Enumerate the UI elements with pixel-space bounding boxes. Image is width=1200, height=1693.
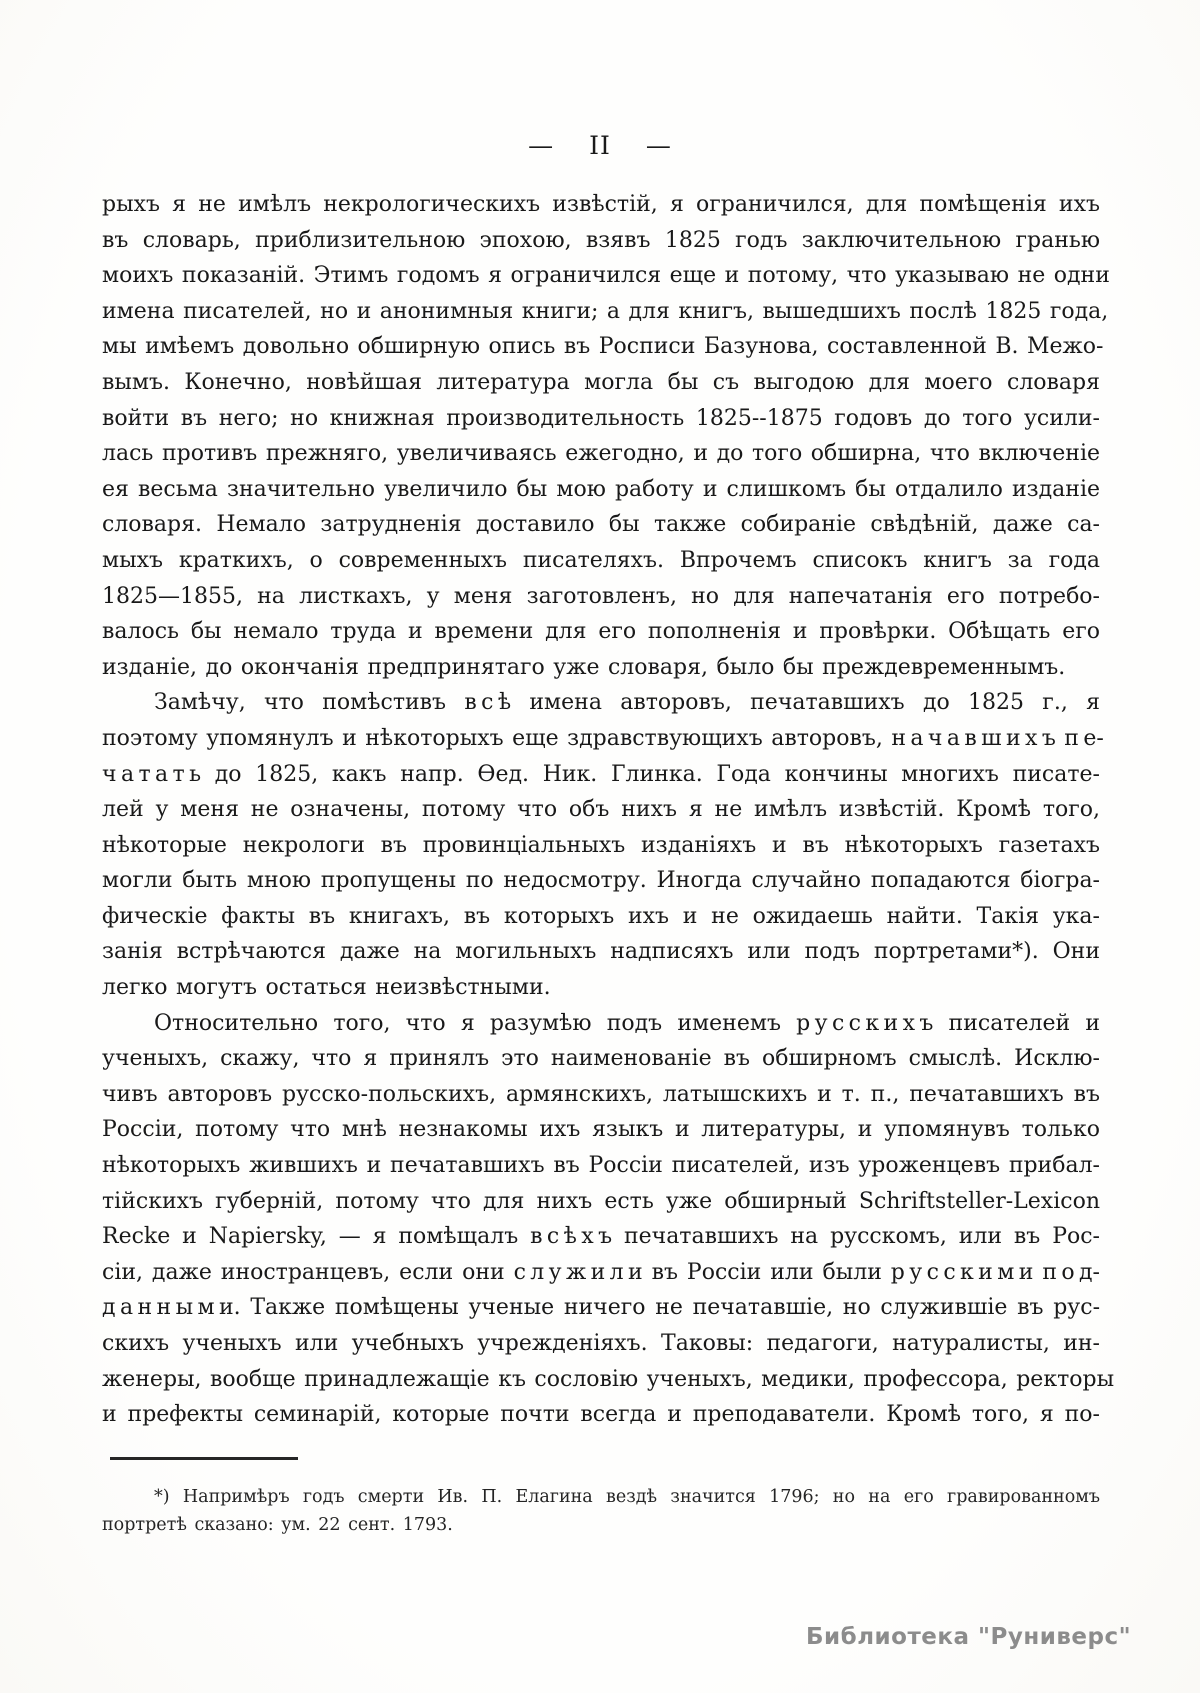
text-line: могли быть мною пропущены по недосмотру. Иногда случайно попадаются біогра-	[102, 868, 1100, 894]
text-line: лей у меня не означены, потому что объ нихъ я не имѣлъ извѣстій. Кромѣ того,	[102, 797, 1100, 823]
text-line: рыхъ я не имѣлъ некрологическихъ извѣстій, я ограничился, для помѣщенія ихъ	[102, 192, 1100, 217]
text-line: нѣкоторыхъ жившихъ и печатавшихъ въ Россіи писателей, изъ уроженцевъ прибал-	[102, 1153, 1100, 1179]
footnote-line: *) Напримѣръ годъ смерти Ив. П. Елагина вездѣ значится 1796; но на его гравированномъ	[154, 1487, 1100, 1507]
text-line: д а н н ы м и. Также помѣщены ученые ничего не печатавшіе, но служившіе въ рус-	[102, 1295, 1100, 1321]
text-line: тійскихъ губерній, потому что для нихъ есть уже обширный Schriftsteller-Lexicon	[102, 1188, 1100, 1214]
text-line: легко могутъ остаться неизвѣстными.	[102, 975, 551, 1001]
text-line: изданіе, до окончанія предпринятаго уже словаря, было бы преждевременнымъ.	[102, 654, 1066, 680]
text-line: фическіе факты въ книгахъ, въ которыхъ ихъ и не ожидаешь найти. Такія ука-	[102, 903, 1100, 929]
text-line: моихъ показаній. Этимъ годомъ я ограничился еще и потому, что указываю не одни	[102, 263, 1110, 289]
paragraph	[102, 685, 1104, 1005]
text-line: 1825—1855, на листкахъ, у меня заготовленъ, но для напечатанія его потребо-	[102, 583, 1100, 609]
text-line: словаря. Немало затрудненія доставило бы также собираніе свѣдѣній, даже са-	[102, 512, 1100, 538]
text-line: войти въ него; но книжная производительность 1825--1875 годовъ до того усили-	[102, 405, 1100, 431]
text-line: скихъ ученыхъ или учебныхъ учрежденіяхъ. Таковы: педагоги, натуралисты, ин-	[102, 1331, 1100, 1356]
text-line: чивъ авторовъ русско-польскихъ, армянскихъ, латышскихъ и т. п., печатавшихъ въ	[102, 1081, 1100, 1107]
text-line: валось бы немало труда и времени для его пополненія и провѣрки. Обѣщать его	[102, 619, 1100, 645]
text-line: Замѣчу, что помѣстивъ в с ѣ имена авторовъ, печатавшихъ до 1825 г., я	[154, 690, 1100, 716]
footnote	[102, 1483, 1100, 1539]
paragraph	[102, 1006, 1115, 1433]
text-line: мы имѣемъ довольно обширную опись въ Росписи Базунова, составленной В. Межо-	[102, 334, 1104, 360]
body-text	[102, 187, 1115, 1433]
text-line: ученыхъ, скажу, что я принялъ это наименованіе въ обширномъ смыслѣ. Исклю-	[102, 1046, 1100, 1072]
page-number: — II —	[528, 131, 672, 160]
text-line: женеры, вообще принадлежащіе къ сословію ученыхъ, медики, профессора, ректоры	[102, 1366, 1115, 1392]
text-line: лась противъ прежняго, увеличиваясь ежегодно, и до того обширна, что включеніе	[102, 441, 1100, 467]
text-line: въ словарь, приблизительною эпохою, взявъ 1825 годъ заключительною гранью	[102, 227, 1100, 253]
text-line: вымъ. Конечно, новѣйшая литература могла бы съ выгодою для моего словаря	[102, 369, 1100, 395]
text-line: и префекты семинарій, которые почти всегда и преподаватели. Кромѣ того, я по-	[102, 1402, 1100, 1428]
text-line: поэтому упомянулъ и нѣкоторыхъ еще здравствующихъ авторовъ, н а ч а в ш и х ъ п е-	[102, 725, 1104, 751]
library-watermark: Библиотека "Руниверс"	[806, 1624, 1132, 1650]
text-line: имена писателей, но и анонимныя книги; а для книгъ, вышедшихъ послѣ 1825 года,	[102, 298, 1109, 324]
text-line: Recke и Napiersky, — я помѣщалъ в с ѣ х ъ печатавшихъ на русскомъ, или въ Рос-	[102, 1224, 1100, 1250]
text-line: занія встрѣчаются даже на могильныхъ надписяхъ или подъ портретами*). Они	[102, 939, 1100, 965]
footnote-line: портретѣ сказано: ум. 22 сент. 1793.	[102, 1515, 453, 1535]
text-line: ч а т а т ь до 1825, какъ напр. Ѳед. Ник. Глинка. Года кончины многихъ писате-	[102, 761, 1100, 787]
footnote-rule	[110, 1457, 298, 1460]
text-line: ея весьма значительно увеличило бы мою работу и слишкомъ бы отдалило изданіе	[102, 476, 1100, 502]
text-line: Относительно того, что я разумѣю подъ именемъ р у с с к и х ъ писателей и	[154, 1010, 1100, 1036]
text-line: мыхъ краткихъ, о современныхъ писателяхъ. Впрочемъ списокъ книгъ за года	[102, 547, 1100, 573]
text-line: нѣкоторые некрологи въ провинціальныхъ изданіяхъ и въ нѣкоторыхъ газетахъ	[102, 832, 1100, 858]
text-line: Россіи, потому что мнѣ незнакомы ихъ языкъ и литературы, и упомянувъ только	[102, 1117, 1100, 1143]
paragraph	[102, 187, 1110, 685]
text-line: сіи, даже иностранцевъ, если они с л у ж и л и въ Россіи или были р у с с к и м и п о д-	[102, 1259, 1100, 1285]
